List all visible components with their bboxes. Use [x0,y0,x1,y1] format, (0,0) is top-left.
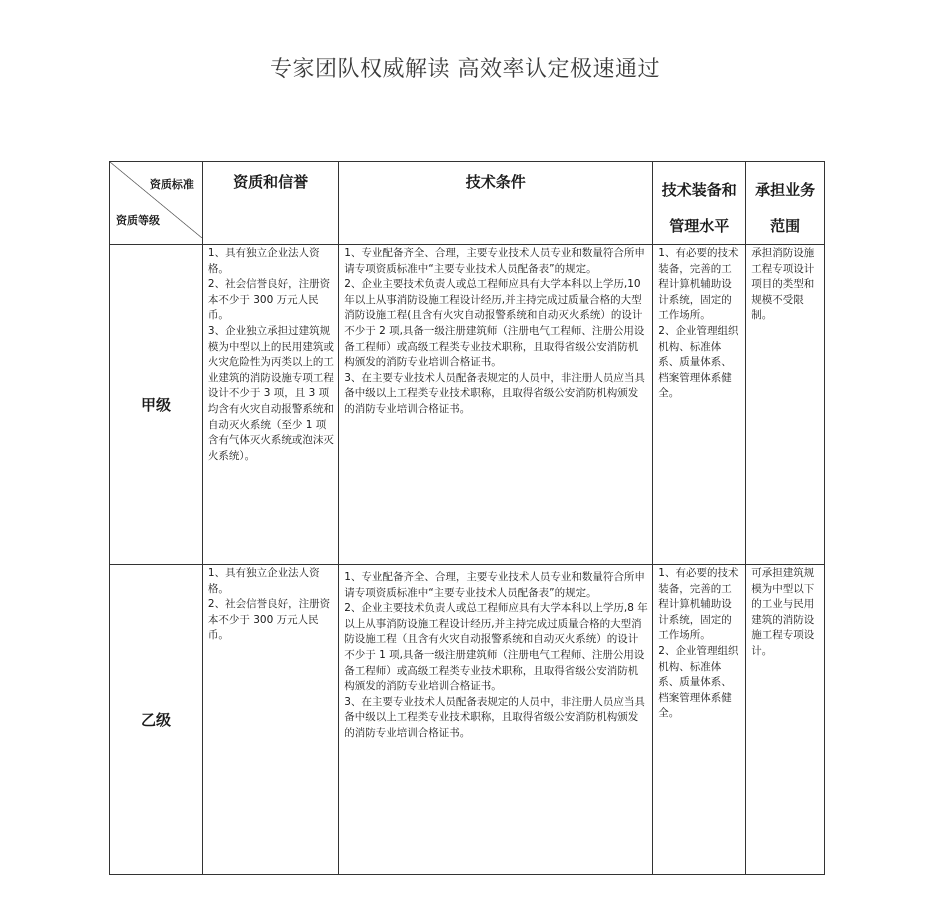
scope-cell [746,565,825,875]
equip-text: 1、有必要的技术装备，完善的工程计算机辅助设计系统，固定的工作场所。 2、企业管理组织机构、标准体系、质量体系、档案管理体系健全。 [658,247,739,400]
scope-cell [746,245,825,565]
header-credit: 资质和信誉 [202,162,338,245]
tech-text: 1、专业配备齐全、合理，主要专业技术人员专业和数量符合所申请专项资质标准中“主要专业技术人员配备表”的规定。 2、企业主要技术负责人或总工程师应具有大学本科以上学历,10 年以上从事消防设施工程设计经历,并主持完成过质量合格的大型消防设施工程(且含有火灾自动报警系统和自动灭火系统）的设计不少于 2 项,具备一级注册建筑师（注册电气工程师、注册公用设备工程师）或高级工程类专业技术职称，且取得省级公安消防机构颁发的消防专业培训合格证书。 3、在主要专业技术人员配备表规定的人员中，非注册人员应当具备中级以上工程类专业技术职称，且取得省级公安消防机构颁发的消防专业培训合格证书。 [344,247,645,415]
header-equip: 技术装备和 管理水平 [653,162,746,245]
header-corner-standard: 资质标准 [149,178,194,191]
credit-text: 1、具有独立企业法人资格。 2、社会信誉良好，注册资本不少于 300 万元人民币。 3、企业独立承担过建筑规模为中型以上的民用建筑或火灾危险性为丙类以上的工业建筑的消防设施专项工程设计不少于 3 项，且 3 项均含有火灾自动报警系统和自动灭火系统（至少 1 项含有气体灭火系统或泡沫灭火系统）。 [207,247,334,462]
tech-text: 1、专业配备齐全、合理，主要专业技术人员专业和数量符合所申请专项资质标准中“主要专业技术人员配备表”的规定。 2、企业主要技术负责人或总工程师应具有大学本科以上学历,8 年以上从事消防设施工程设计经历,并主持完成过质量合格的大型消防设施工程（且含有火灾自动报警系统和自动灭火系统）的设计不少于 1 项,具备一级注册建筑师（注册电气工程师、注册公用设备工程师）或高级工程类专业技术职称，且取得省级公安消防机构颁发的消防专业培训合格证书。 3、在主要专业技术人员配备表规定的人员中，非注册人员应当具备中级以上工程类专业技术职称，且取得省级公安消防机构颁发的消防专业培训合格证书。 [344,571,648,739]
credit-cell [202,245,338,565]
table-header-row [110,162,825,245]
tech-cell [339,245,653,565]
credit-text: 1、具有独立企业法人资格。 2、社会信誉良好，注册资本不少于 300 万元人民币。 [207,567,331,642]
scope-text: 可承担建筑规模为中型以下的工业与民用建筑的消防设施工程专项设计。 [751,567,815,657]
table-row [110,245,825,565]
tech-cell [339,565,653,875]
header-corner-cell [110,162,203,245]
scope-text: 承担消防设施工程专项设计项目的类型和规模不受限制。 [751,247,815,322]
grade-label: 甲级 [110,245,203,565]
page-title: 专家团队权威解读 高效率认定极速通过 [270,57,660,82]
grade-label: 乙级 [110,565,203,875]
header-corner-grade: 资质等级 [116,214,160,227]
table-row [110,565,825,875]
qualification-table [109,161,825,875]
header-tech: 技术条件 [339,162,653,245]
header-scope: 承担业务 范围 [746,162,825,245]
equip-cell [653,245,746,565]
equip-cell [653,565,746,875]
equip-text: 1、有必要的技术装备，完善的工程计算机辅助设计系统，固定的工作场所。 2、企业管理组织机构、标准体系、质量体系、档案管理体系健全。 [658,567,739,720]
credit-cell [202,565,338,875]
